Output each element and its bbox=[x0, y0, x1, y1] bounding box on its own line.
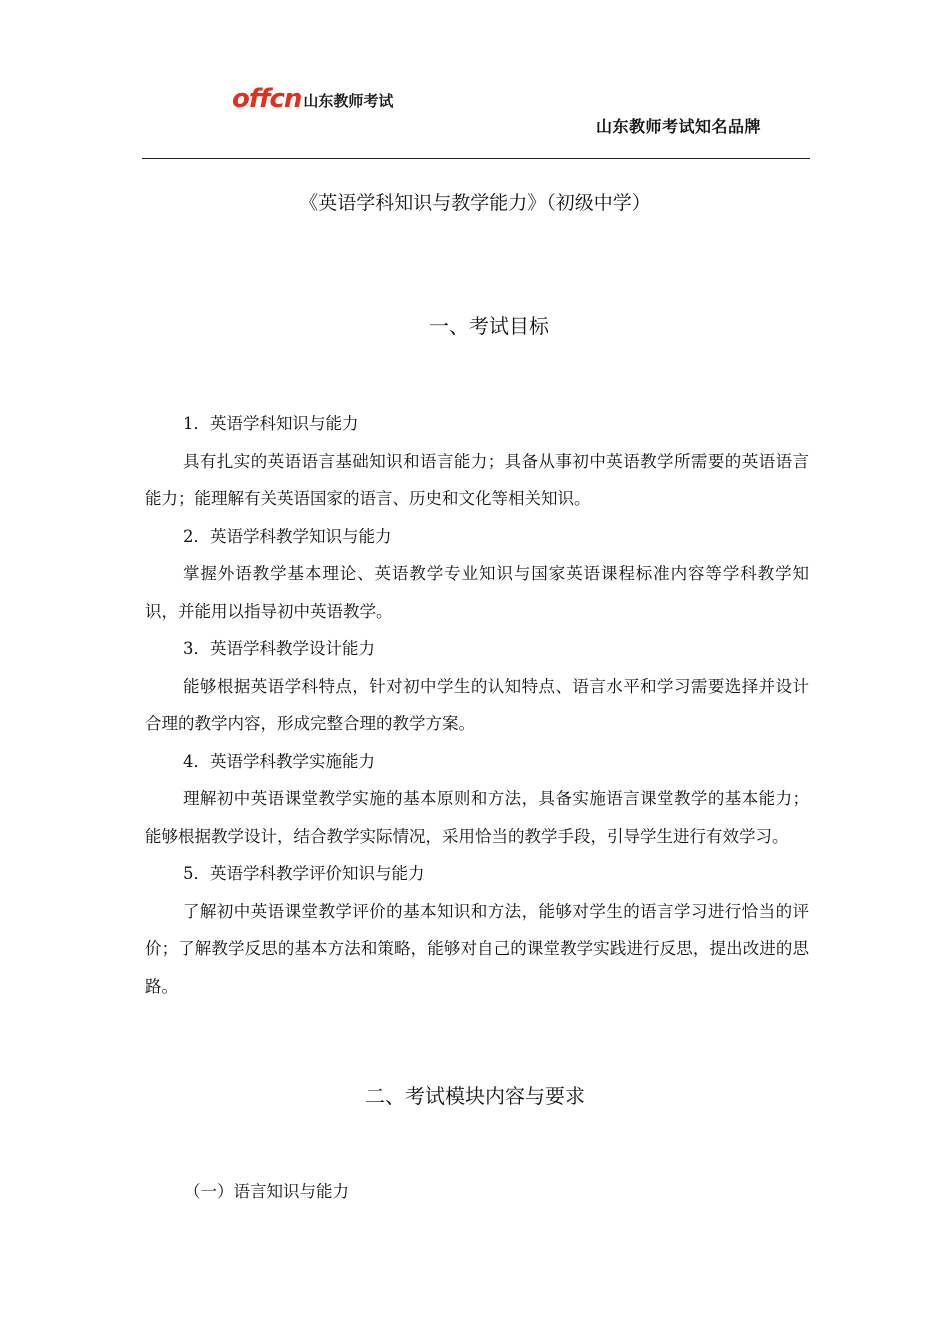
offcn-logo bbox=[232, 80, 393, 112]
item-body-1: 具有扎实的英语语言基础知识和语言能力；具备从事初中英语教学所需要的英语语言能力；能理解有关英语国家的语言、历史和文化等相关知识。 bbox=[145, 451, 809, 508]
item-title-5: 5．英语学科教学评价知识与能力 bbox=[183, 864, 425, 883]
item-body-4: 理解初中英语课堂教学实施的基本原则和方法，具备实施语言课堂教学的基本能力；能够根据教学设计，结合教学实际情况，采用恰当的教学手段，引导学生进行有效学习。 bbox=[145, 789, 809, 846]
logo-text: 山东教师考试 bbox=[303, 92, 394, 110]
item-title-4: 4．英语学科教学实施能力 bbox=[183, 751, 375, 771]
header-divider bbox=[142, 158, 810, 159]
item-body-3: 能够根据英语学科特点，针对初中学生的认知特点、语言水平和学习需要选择并设计合理的教学内容，形成完整合理的教学方案。 bbox=[145, 676, 809, 733]
document-title: 《英语学科知识与教学能力》（初级中学） bbox=[299, 192, 651, 214]
section-heading-2: 二、考试模块内容与要求 bbox=[365, 1084, 585, 1108]
item-body-5: 了解初中英语课堂教学评价的基本知识和方法，能够对学生的语言学习进行恰当的评价；了解教学反思的基本方法和策略，能够对自己的课堂教学实践进行反思，提出改进的思路。 bbox=[145, 901, 809, 996]
item-title-1: 1．英语学科知识与能力 bbox=[183, 414, 359, 433]
section-1-content bbox=[145, 405, 809, 1005]
item-body-2: 掌握外语教学基本理论、英语教学专业知识与国家英语课程标准内容等学科教学知识，并能用以指导初中英语教学。 bbox=[145, 564, 809, 621]
item-title-3: 3．英语学科教学设计能力 bbox=[183, 639, 375, 658]
brand-tagline: 山东教师考试知名品牌 bbox=[596, 117, 762, 136]
item-title-2: 2．英语学科教学知识与能力 bbox=[183, 526, 392, 546]
section-heading-1: 一、考试目标 bbox=[429, 314, 549, 338]
logo-mark: offcn bbox=[232, 84, 302, 114]
subsection-heading: （一）语言知识与能力 bbox=[184, 1182, 349, 1201]
